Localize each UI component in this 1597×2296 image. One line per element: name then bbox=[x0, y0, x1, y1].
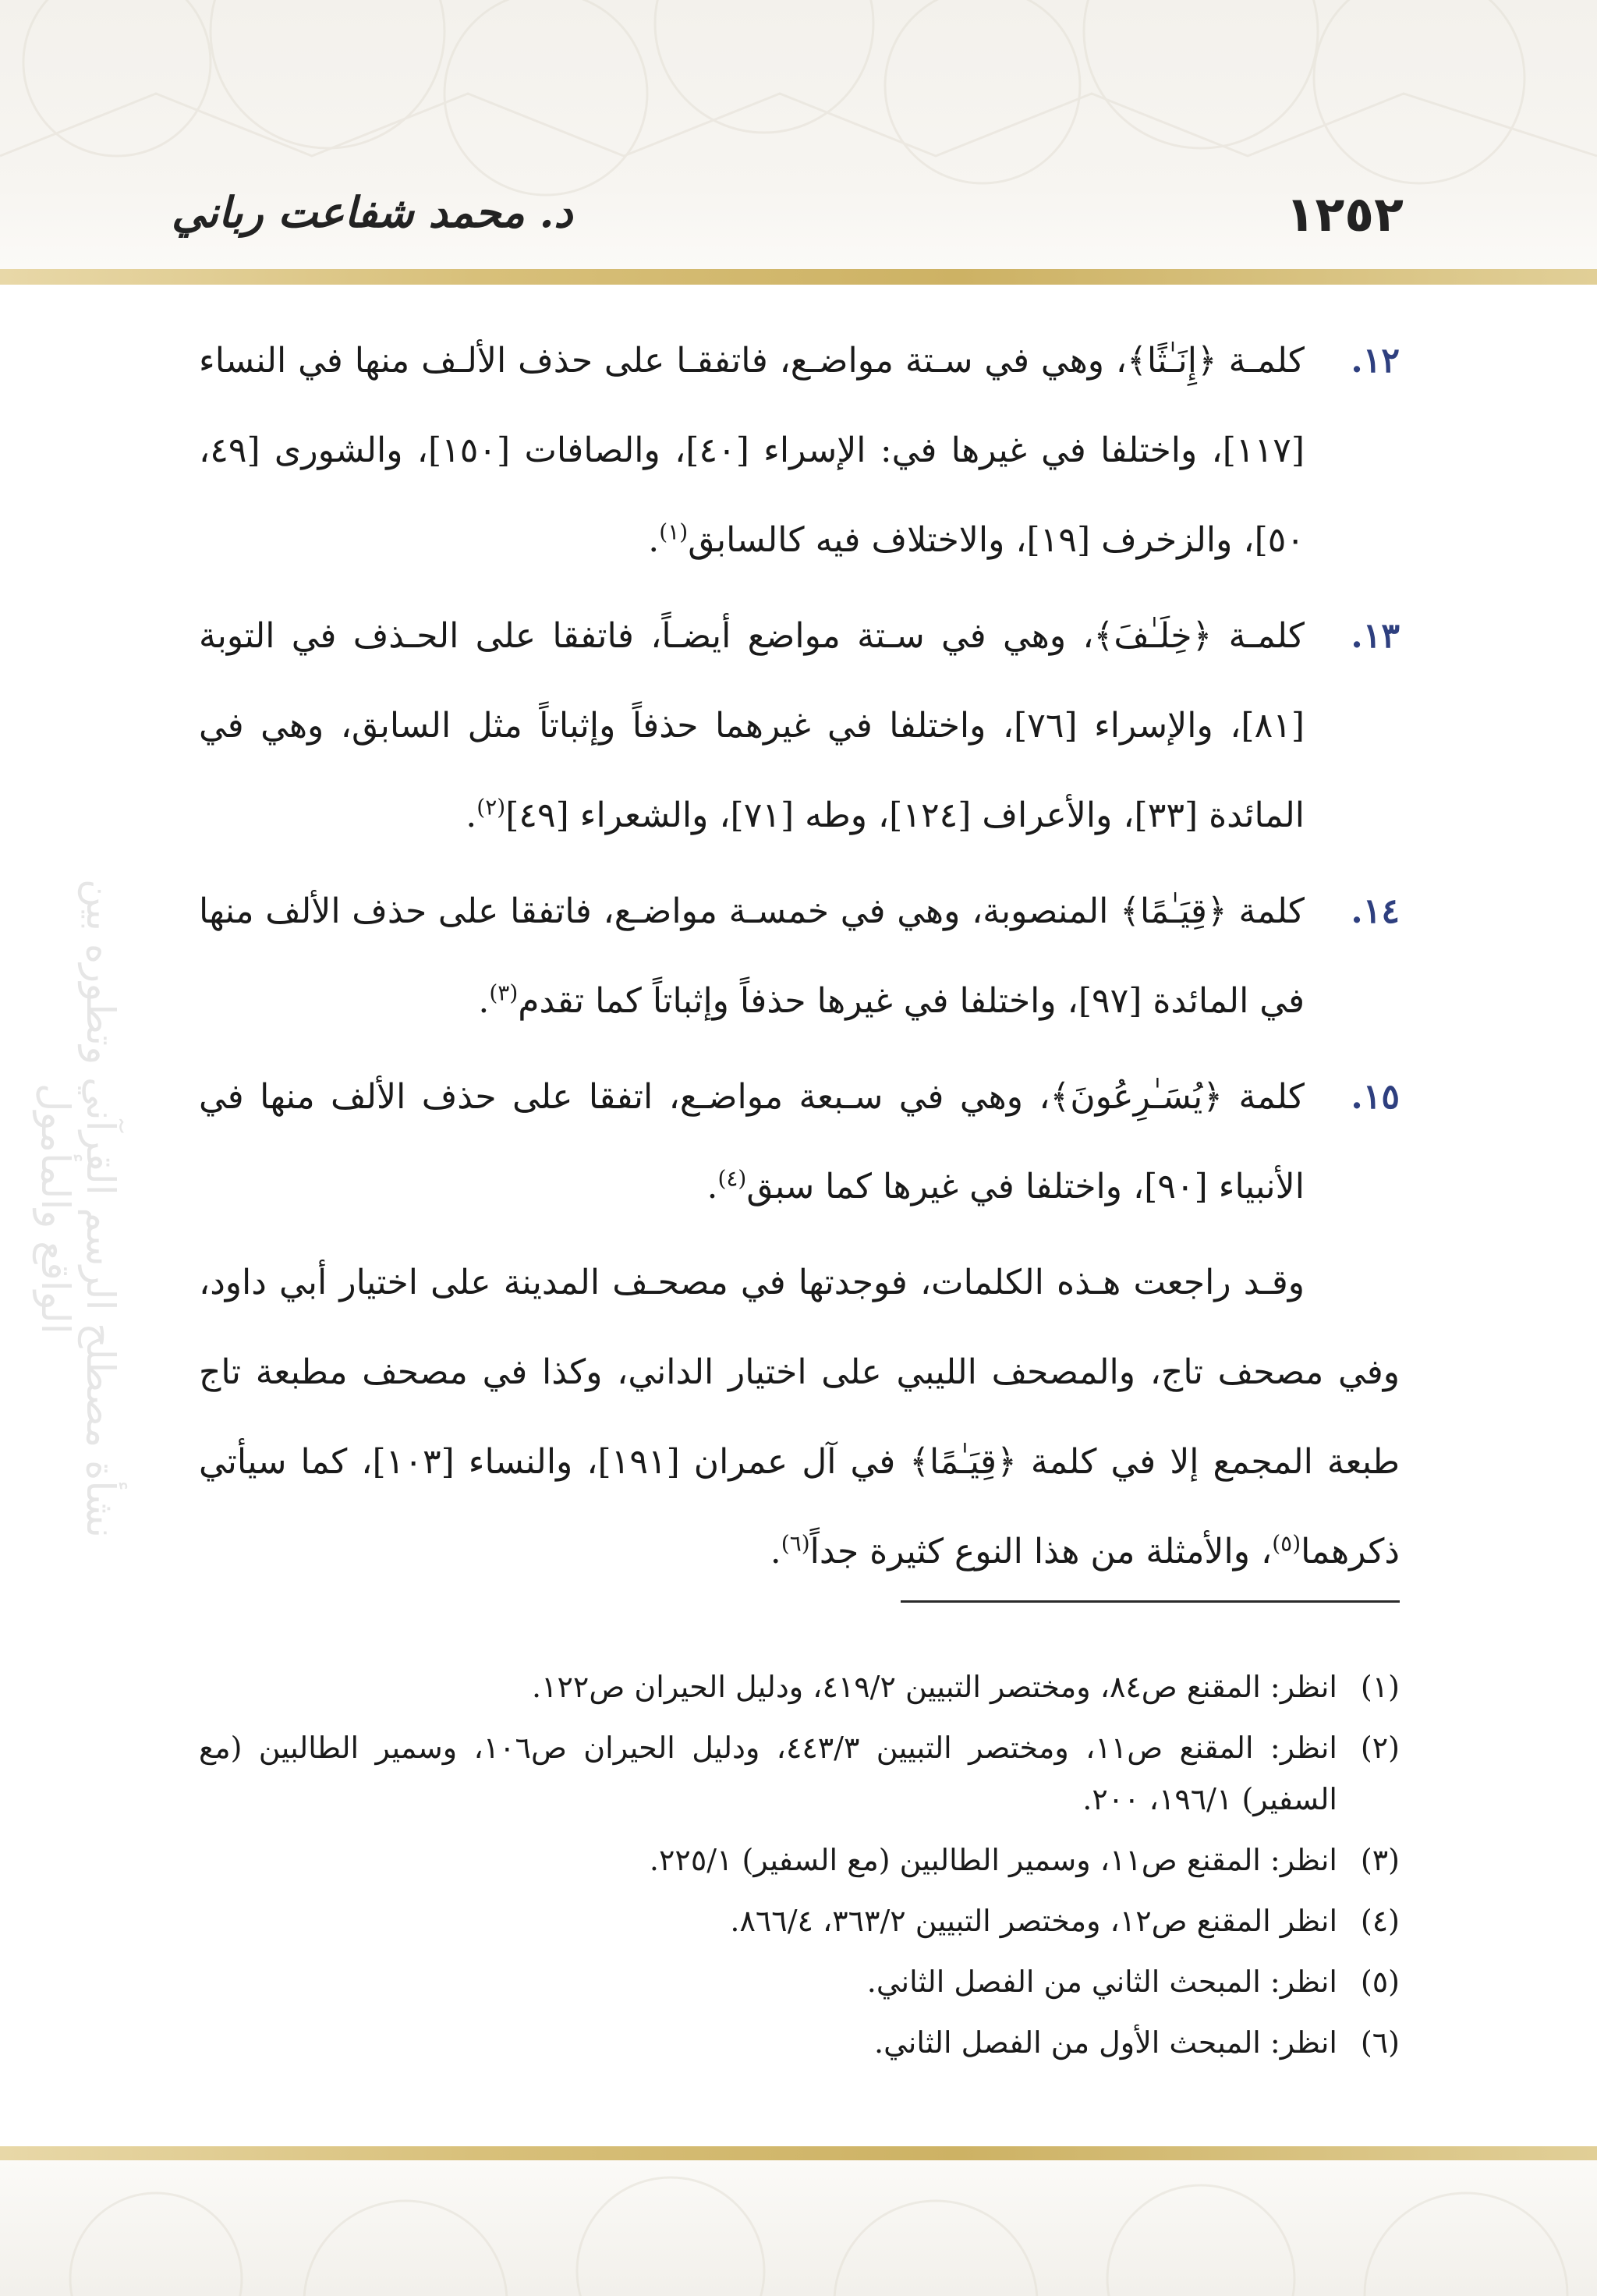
footnote bbox=[199, 2017, 1400, 2068]
footnote bbox=[199, 1722, 1400, 1825]
list-item bbox=[199, 866, 1400, 1046]
page-number: ١٢٥٢ bbox=[1285, 186, 1404, 243]
footnote-ref: (٥) bbox=[1272, 1530, 1301, 1557]
footnote-ref: (٦) bbox=[781, 1530, 810, 1557]
footnotes bbox=[199, 1661, 1400, 2078]
footnote-separator bbox=[901, 1600, 1400, 1603]
list-item bbox=[199, 591, 1400, 860]
footnote-number: (٢) bbox=[1360, 1731, 1400, 1765]
item-end: . bbox=[478, 981, 490, 1021]
running-header-author: د. محمد شفاعت رباني bbox=[172, 187, 573, 237]
footnote-number: (٦) bbox=[1360, 2025, 1400, 2060]
footnote-text: انظر المقنع ص١٢، ومختصر التبيين ٣٦٣/٢، ٨٦٦/٤. bbox=[730, 1904, 1337, 1938]
footnote-ref: (١) bbox=[659, 519, 689, 545]
footnote bbox=[199, 1661, 1400, 1713]
item-text: كلمـة ﴿إِنَـٰثًا﴾، وهي في سـتة مواضـع، فاتفقـا على حذف الألـف منها في النساء [١١٧]، واختلفا في غيرها في: الإسراء [٤٠]، والصافات [١٥٠]، والشورى [٤٩، ٥٠]، والزخرف [١٩]، والاختلاف فيه كالسابق bbox=[199, 341, 1305, 560]
item-end: . bbox=[466, 795, 477, 835]
header-gold-rule bbox=[0, 269, 1597, 285]
item-number: ١٤. bbox=[1351, 891, 1400, 931]
footer-ornament-pattern bbox=[0, 2162, 1597, 2296]
item-text: كلمـة ﴿خِلَـٰفَ﴾، وهي في سـتة مواضع أيضـاً، فاتفقا على الحـذف في التوبة [٨١]، والإسراء [٧٦]، واختلفا في غيرهما حذفاً وإثباتاً مثل السابق، وهي في المائدة [٣٣]، والأعراف [١٢٤]، وطه [٧١]، والشعراء [٤٩] bbox=[199, 616, 1305, 835]
running-header bbox=[172, 186, 1404, 256]
footnote-number: (٥) bbox=[1360, 1965, 1400, 1999]
footnote-text: انظر: المبحث الثاني من الفصل الثاني. bbox=[866, 1965, 1337, 1999]
footnote-text: انظر: المقنع ص١١، وسمير الطالبين (مع السفير) ٢٢٥/١. bbox=[649, 1843, 1337, 1877]
paragraph-text: وقـد راجعت هـذه الكلمات، فوجدتها في مصحـف المدينة على اختيار أبي داود، وفي مصحف تاج، والمصحف الليبي على اختيار الداني، وكذا في مصحف مطبعة تاج طبعة المجمع إلا في كلمة ﴿قِيَـٰمًا﴾ في آل عمران [١٩١]، والنساء [١٠٣]، كما سيأتي ذكرهما bbox=[199, 1263, 1400, 1571]
footnote-text: انظر: المبحث الأول من الفصل الثاني. bbox=[874, 2025, 1337, 2060]
item-number: ١٢. bbox=[1351, 341, 1400, 381]
item-number: ١٥. bbox=[1351, 1077, 1400, 1117]
footnote-text: انظر: المقنع ص٨٤، ومختصر التبيين ٤١٩/٢، ودليل الحيران ص١٢٢. bbox=[532, 1670, 1337, 1704]
body-paragraph bbox=[199, 1238, 1400, 1596]
list-item bbox=[199, 316, 1400, 585]
item-end: . bbox=[706, 1167, 718, 1206]
footnote-text: انظر: المقنع ص١١، ومختصر التبيين ٤٤٣/٣، ودليل الحيران ص١٠٦، وسمير الطالبين (مع السفير) ١٩٦/١، ٢٠٠. bbox=[199, 1731, 1337, 1816]
item-end: . bbox=[648, 520, 660, 560]
footnote-ref: (٤) bbox=[717, 1165, 747, 1192]
list-item bbox=[199, 1052, 1400, 1231]
paragraph-end: . bbox=[770, 1532, 781, 1571]
paragraph-text: ، والأمثلة من هذا النوع كثيرة جداً bbox=[809, 1532, 1273, 1571]
footnote bbox=[199, 1895, 1400, 1947]
footnote bbox=[199, 1834, 1400, 1886]
footnote-ref: (٢) bbox=[476, 794, 506, 820]
footnote-number: (٣) bbox=[1360, 1843, 1400, 1877]
item-number: ١٣. bbox=[1351, 616, 1400, 656]
footnote bbox=[199, 1956, 1400, 2007]
footer-gold-rule bbox=[0, 2146, 1597, 2162]
item-text: كلمة ﴿قِيَـٰمًا﴾ المنصوبة، وهي في خمسـة مواضـع، فاتفقا على حذف الألف منها في المائدة [٩٧]، واختلفا في غيرها حذفاً وإثباتاً كما تقدم bbox=[199, 891, 1305, 1021]
item-text: كلمة ﴿يُسَـٰرِعُونَ﴾، وهي في سـبعة مواضـع، اتفقا على حذف الألف منها في الأنبياء [٩٠]، واختلفا في غيرها كما سبق bbox=[199, 1077, 1305, 1206]
footnote-number: (١) bbox=[1360, 1670, 1400, 1704]
footnote-ref: (٣) bbox=[489, 980, 519, 1006]
main-text bbox=[199, 316, 1400, 1596]
footnote-number: (٤) bbox=[1360, 1904, 1400, 1938]
side-watermark-title: نشأة مصطلح الرسم القرآني وتطوره بين الواقع والمأمول bbox=[33, 879, 123, 1539]
